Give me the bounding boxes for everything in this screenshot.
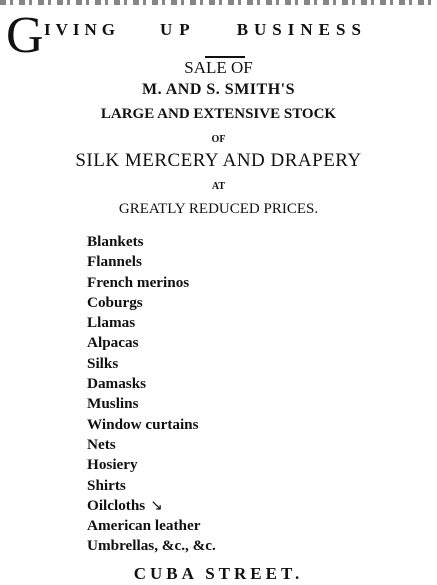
ink-mark: ↘ (150, 496, 163, 514)
list-item: Damasks (87, 375, 147, 393)
line-prices: GREATLY REDUCED PRICES. (118, 201, 319, 217)
list-item: French merinos (87, 273, 190, 291)
headline (6, 7, 431, 64)
list-item: Hosiery (87, 456, 138, 474)
line-of: OF (211, 134, 226, 145)
goods-list (87, 232, 427, 557)
list-item: Nets (87, 435, 116, 453)
list-item: Alpacas (87, 334, 139, 352)
line-trade: SILK MERCERY AND DRAPERY (75, 150, 362, 171)
list-item: Umbrellas, &c., &c. (87, 537, 216, 555)
headline-rest (44, 20, 367, 40)
headline-word-3: BUSINESS (236, 20, 367, 39)
headline-word-1: IVING (44, 20, 121, 39)
top-rule (0, 0, 437, 5)
line-merchant: M. AND S. SMITH'S (142, 81, 295, 98)
line-at: AT (211, 181, 226, 192)
list-item: Shirts (87, 476, 126, 494)
list-item (87, 496, 427, 516)
list-item: Flannels (87, 253, 142, 271)
footer-location: CUBA STREET. (133, 564, 304, 583)
list-item: Window curtains (87, 415, 199, 433)
list-item: Muslins (87, 395, 139, 413)
list-item: Coburgs (87, 293, 143, 311)
list-item: American leather (87, 517, 201, 535)
list-item: Llamas (87, 314, 136, 332)
list-item-text: Oilcloths (87, 496, 146, 514)
line-sale-of: SALE OF (184, 58, 253, 77)
line-stock: LARGE AND EXTENSIVE STOCK (100, 106, 337, 122)
drop-cap: G (6, 7, 44, 64)
list-item: Silks (87, 354, 119, 372)
list-item: Blankets (87, 233, 144, 250)
headline-word-2: UP (160, 20, 197, 39)
